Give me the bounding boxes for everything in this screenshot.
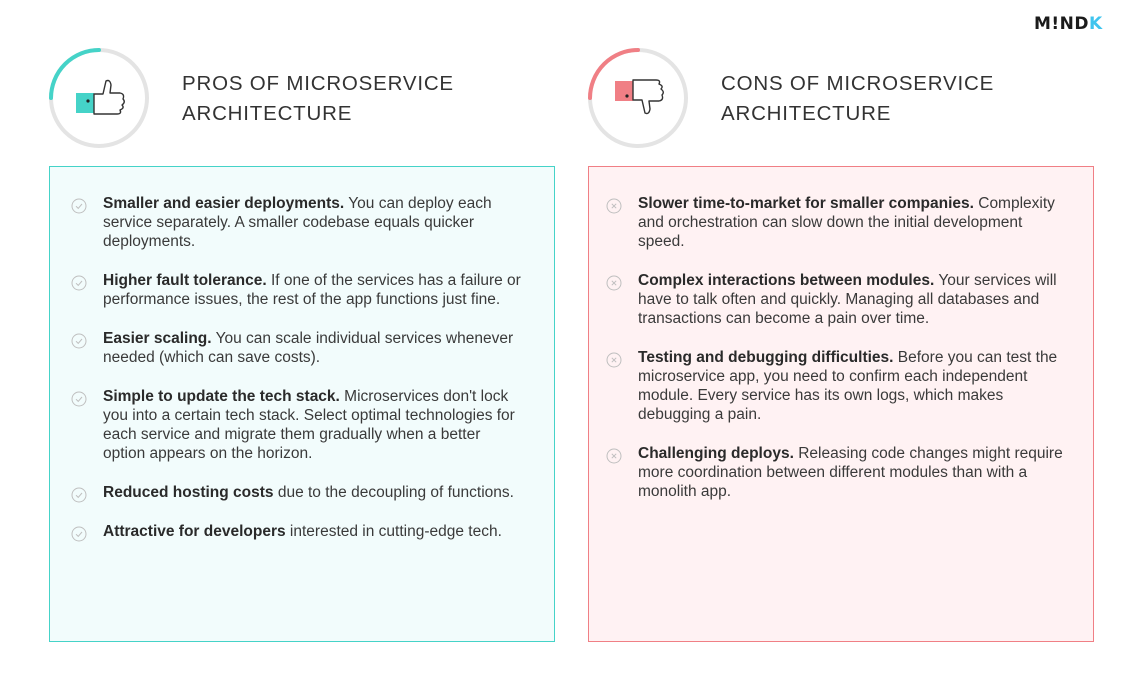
pros-panel (49, 166, 555, 642)
cons-item-text: Complexity and orchestration can slow down the initial development speed. (638, 195, 1055, 250)
cons-item (589, 444, 1093, 501)
pros-item (50, 387, 554, 463)
thumbs-down-icon (587, 47, 689, 149)
cons-heading: CONS OF MICROSERVICE ARCHITECTURE (721, 72, 995, 125)
cons-item-title: Testing and debugging difficulties. (638, 349, 894, 366)
pros-item-title: Easier scaling. (103, 330, 212, 347)
check-circle-icon (71, 333, 87, 349)
pros-item-text: interested in cutting-edge tech. (285, 523, 502, 540)
x-circle-icon (606, 448, 622, 464)
check-circle-icon (71, 391, 87, 407)
check-circle-icon (71, 275, 87, 291)
cons-item-text: Before you can test the microservice app, you need to confirm each independent module. Every service has its own logs, which makes debugging a pain. (638, 349, 1058, 423)
cons-item-title: Slower time-to-market for smaller companies. (638, 195, 974, 212)
cons-item-title: Challenging deploys. (638, 445, 794, 462)
pros-item-title: Higher fault tolerance. (103, 272, 267, 289)
pros-item-text: You can scale individual services whenever needed (which can save costs). (103, 330, 514, 366)
pros-item-title: Attractive for developers (103, 523, 286, 540)
pros-item-text: You can deploy each service separately. A smaller codebase equals quicker deployments. (103, 195, 492, 250)
cons-item-text: Your services will have to talk often and quickly. Managing all databases and transactions can become a pain over time. (638, 272, 1057, 327)
pros-item-title: Reduced hosting costs (103, 484, 274, 501)
x-circle-icon (606, 352, 622, 368)
x-circle-icon (606, 198, 622, 214)
cons-item (589, 271, 1093, 328)
cons-badge (587, 47, 689, 149)
thumbs-up-icon (48, 47, 150, 149)
pros-item (50, 271, 554, 309)
pros-item-text: If one of the services has a failure or performance issues, the rest of the app functions just fine. (103, 272, 521, 308)
cons-item (589, 194, 1093, 251)
pros-item (50, 329, 554, 367)
pros-item (50, 483, 554, 502)
cons-item-text: Releasing code changes might require more coordination between different modules than with a monolith app. (638, 445, 1063, 500)
cons-list (589, 194, 1093, 521)
pros-list (50, 194, 554, 561)
check-circle-icon (71, 487, 87, 503)
pros-item-text: Microservices don't lock you into a certain tech stack. Select optimal technologies for each service and migrate them gradually when a better option appears on the horizon. (103, 388, 515, 462)
pros-item (50, 522, 554, 541)
pros-item-title: Simple to update the tech stack. (103, 388, 340, 405)
pros-badge (48, 47, 150, 149)
check-circle-icon (71, 198, 87, 214)
pros-heading: PROS OF MICROSERVICE ARCHITECTURE (182, 72, 454, 125)
check-circle-icon (71, 526, 87, 542)
cons-panel (588, 166, 1094, 642)
cons-item (589, 348, 1093, 424)
x-circle-icon (606, 275, 622, 291)
pros-item-text: due to the decoupling of functions. (273, 484, 514, 501)
pros-item-title: Smaller and easier deployments. (103, 195, 345, 212)
mindk-logo: M!NDK (1034, 14, 1103, 34)
pros-item (50, 194, 554, 251)
cons-item-title: Complex interactions between modules. (638, 272, 935, 289)
